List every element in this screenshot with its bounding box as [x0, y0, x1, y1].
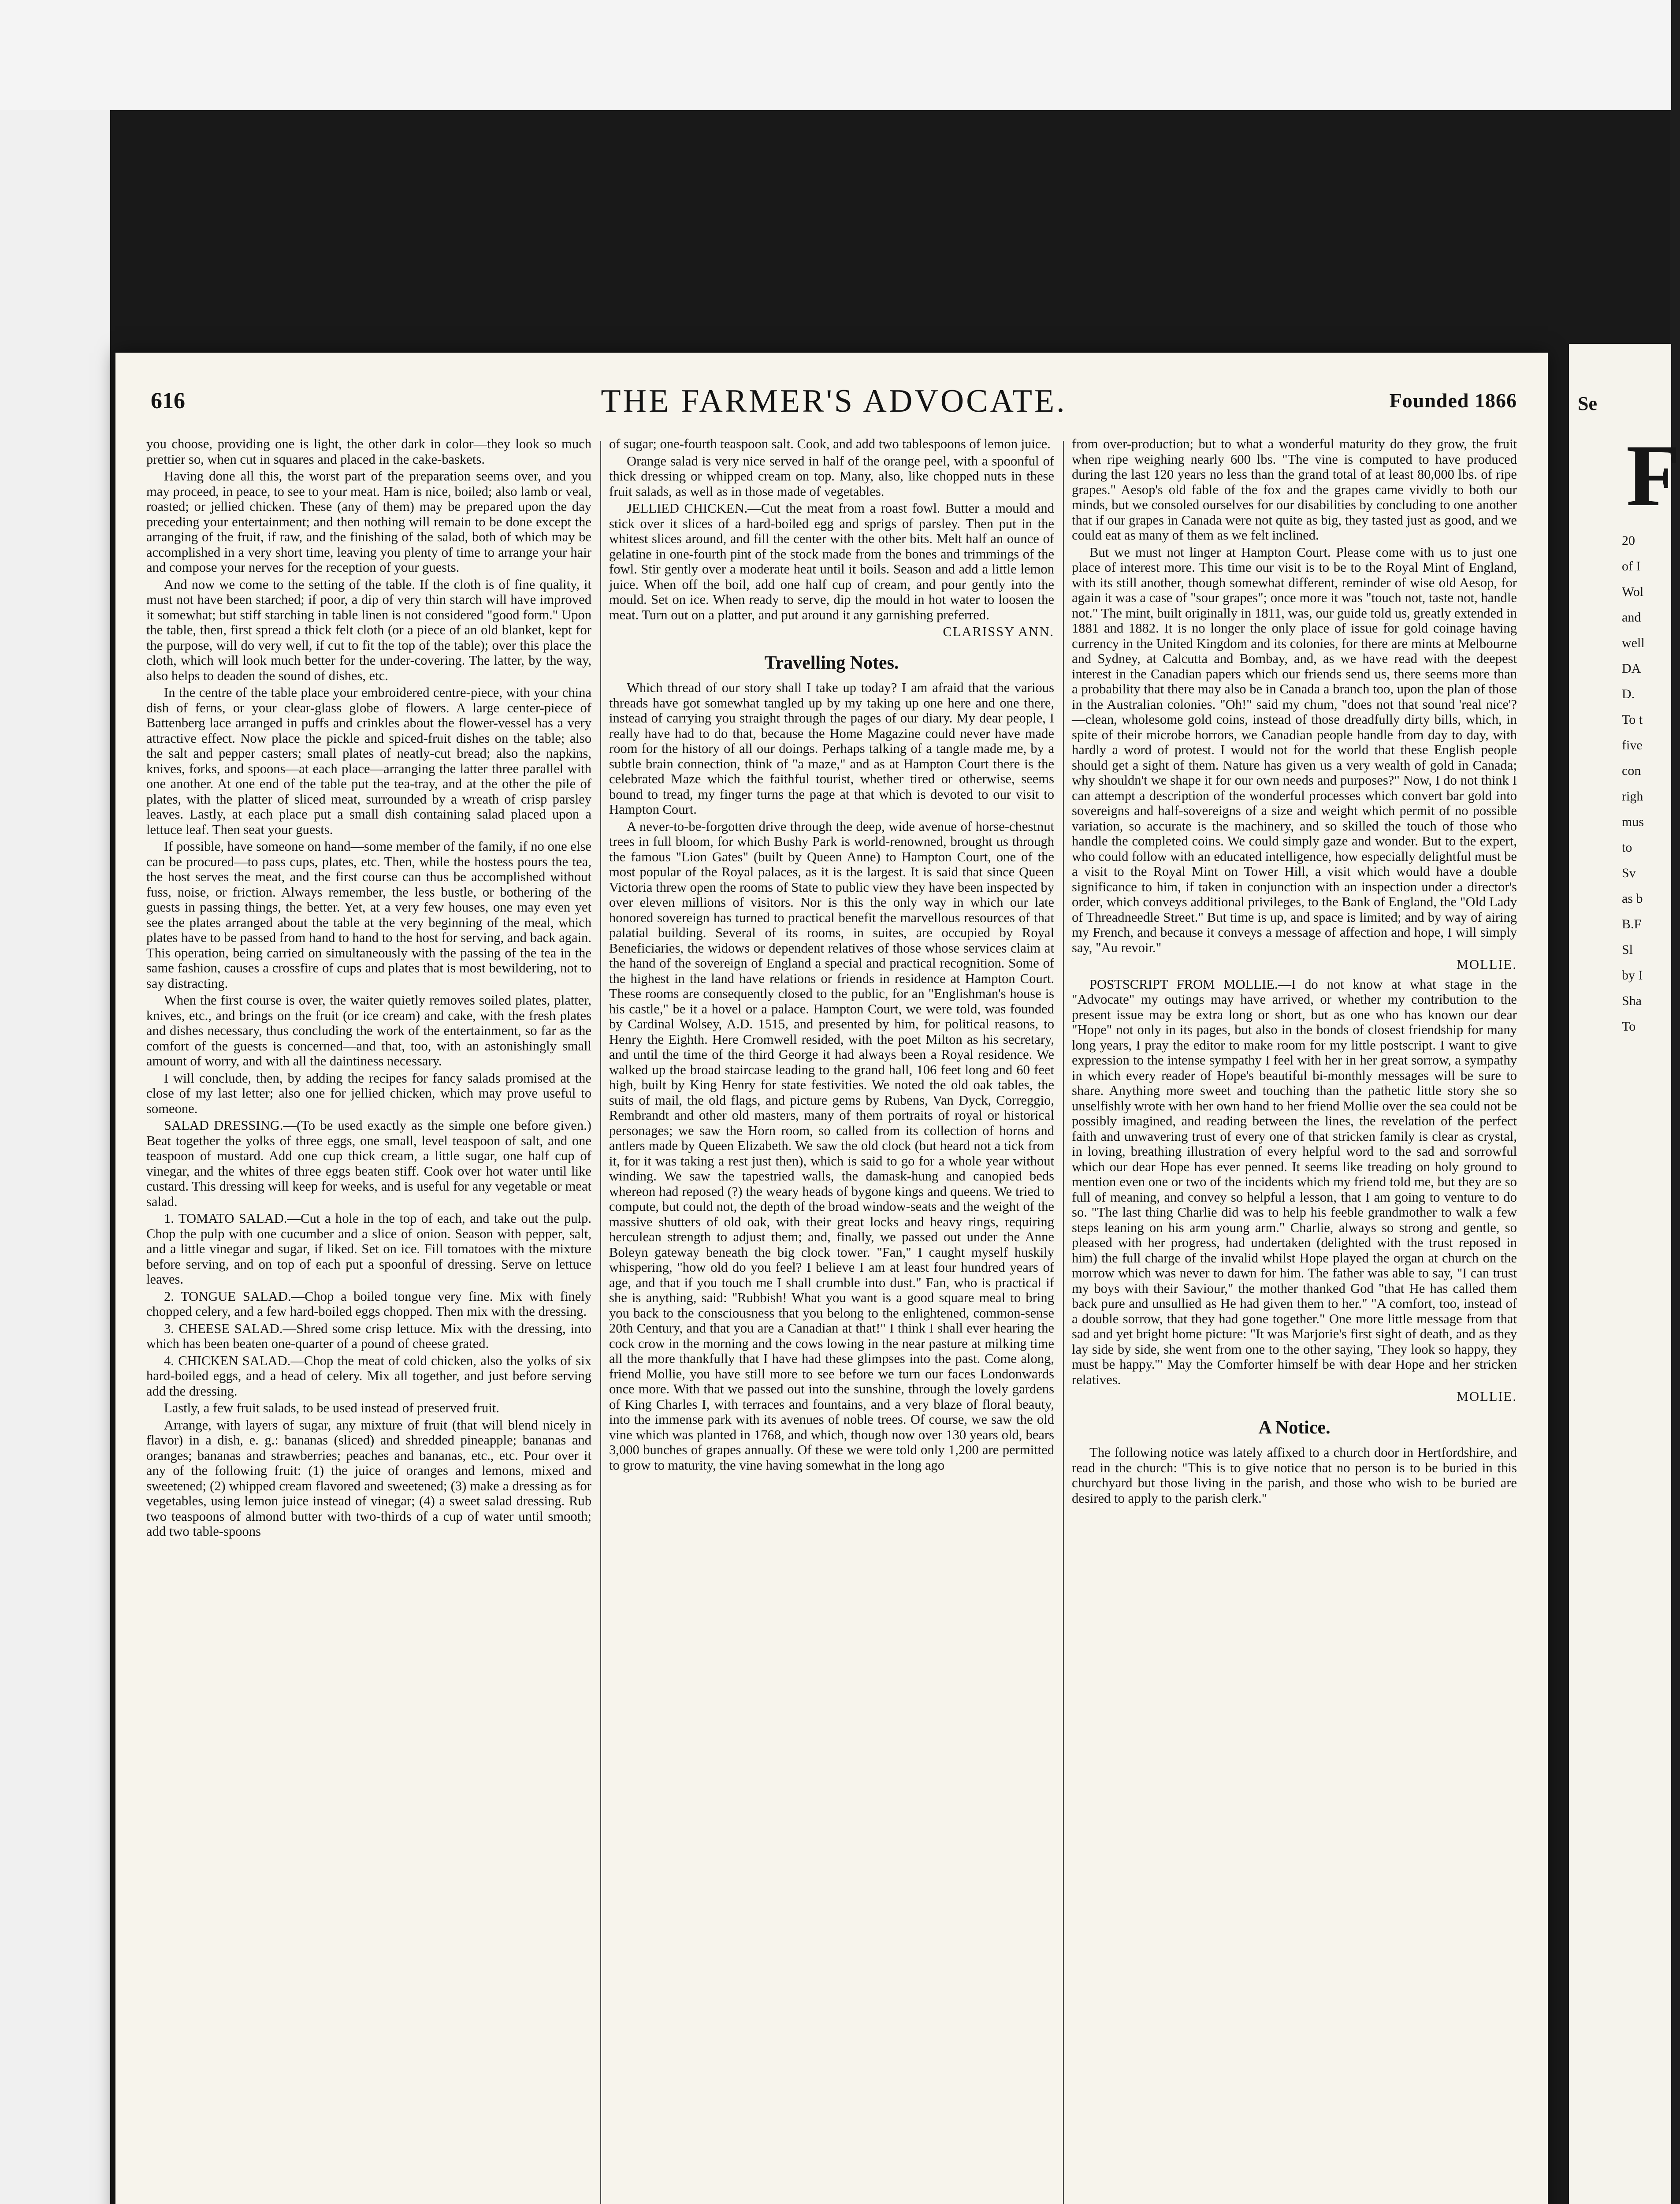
adjacent-page-snippet: Sv — [1622, 866, 1636, 880]
paragraph: you choose, providing one is light, the other dark in color—they look so much prettier so, when cut in squares and placed in the cake-baskets. — [146, 436, 591, 467]
adjacent-page-snippet: five — [1622, 738, 1643, 752]
adjacent-page-snippet: by I — [1622, 968, 1643, 983]
paragraph: In the centre of the table place your embroidered centre-piece, with your china dish of ferns, or your clear-glass globe of flowers. A large center-piece of Battenberg lace arranged in puffs and crinkles about the flower-vessel has a very attractive effect. Now place the pickle and spiced-fruit dishes on the table; also the salt and pepper casters; small plates of neatly-cut bread; also the napkins, knives, forks, and spoons—at each place—arranging the latter three parallel with one another. At one end of the table put the tea-tray, and at the other the pile of plates, with the platter of sliced meat, surrounded by a wreath of crisp parsley leaves. Lastly, at each place put a small dish containing salad placed upon a lettuce leaf. Then seat your guests. — [146, 685, 591, 837]
newspaper-page — [115, 353, 1548, 2204]
adjacent-page-snippet: 20 — [1622, 533, 1635, 548]
column-middle — [609, 436, 1054, 2204]
paragraph: SALAD DRESSING.—(To be used exactly as the simple one before given.) Beat together the yolks of three eggs, one small, level teaspoon of salt, and one teaspoon of mustard. Add one cup thick cream, a little sugar, one half cup of vinegar, and the whites of three eggs beaten stiff. Cook over hot water until like custard. This dressing will keep for weeks, and is useful for any vegetable or meat salad. — [146, 1118, 591, 1209]
paragraph: But we must not linger at Hampton Court. Please come with us to just one place of interest more. This time our visit is to be to the Royal Mint of England, with its still another, though somewhat different, reminder of wise old Aesop, for again it was a case of "sour grapes"; once more it was "touch not, taste not, handle not." The mint, built originally in 1811, was, our guide told us, greatly extended in 1881 and 1882. It is no longer the only place of issue for gold coinage having currency in the United Kingdom and its colonies, for there are mints at Melbourne and Sydney, at Calcutta and Bombay, and, as we have read with the deepest interest in the Canadian papers which our friends send us, there seems more than a probability that there may also be in Canada a branch too, upon the plan of those in the Australian colonies. "Oh!" said my chum, "does not that sound 'real nice'?—clean, wholesome gold coins, instead of those dreadfully dirty bills, which, in spite of their microbe horrors, we Canadian people handle from day to day, with hardly a word of protest. I would not for the world that these English people should get a sight of them. Nature has given us a very wealth of gold in Canada; why shouldn't we shape it for our own needs and purposes?" Now, I do not think I can attempt a description of the wonderful processes which convert bar gold into sovereigns and half-sovereigns of a size and weight which permit of no possible variation, so accurate is the machinery, and so skilled the touch of those who handle the completed coins. We could simply gaze and wonder. But to the expert, who could follow with an educated intelligence, how especially delightful must be a visit to the Royal Mint on Tower Hill, a visit which would have a double significance to him, if taken in conjunction with an inspection under a director's order, which conveys additional privileges, to the Bank of England, the "Old Lady of Threadneedle Street." But time is up, and space is limited; and by way of airing my French, and because it conveys a message of affection and hope, I will simply say, "Au revoir." — [1072, 544, 1517, 955]
adjacent-page-snippet: Wol — [1622, 585, 1644, 599]
adjacent-page-snippet: mus — [1622, 815, 1644, 829]
paragraph: If possible, have someone on hand—some member of the family, if no one else can be procured—to pass cups, plates, etc. Then, while the hostess pours the tea, the host serves the meat, and the first course can thus be accomplished without fuss, noise, or friction. Always remember, the less bustle, or bothering of the guests in passing things, the better. Yet, at a very few houses, one may even yet see the plates arranged about the table at the very beginning of the meal, which plates have to be passed from hand to hand to the host for serving, and back again. This operation, being carried on simultaneously with the passing of the tea in the same fashion, causes a crossfire of cups and plates that is most bewildering, not to say distracting. — [146, 839, 591, 991]
signature: CLARISSY ANN. — [943, 624, 1054, 639]
adjacent-page-snippet: of I — [1622, 559, 1641, 573]
signature: MOLLIE. — [1456, 957, 1517, 972]
signature: MOLLIE. — [1456, 1389, 1517, 1404]
paragraph: I will conclude, then, by adding the recipes for fancy salads promised at the close of my last letter; also one for jellied chicken, which may prove useful to someone. — [146, 1070, 591, 1116]
adjacent-page-snippet: well — [1622, 636, 1645, 650]
adjacent-page-header: Se — [1578, 393, 1597, 414]
paragraph: POSTSCRIPT FROM MOLLIE.—I do not know at what stage in the "Advocate" my outings may have arrived, or whether my contribution to the present issue may be extra long or short, but as one who has known our dear "Hope" not only in its pages, but also in the bonds of closest friendship for many long years, I pray the editor to make room for my little postscript. I want to give expression to the intense sympathy I feel with her in her great sorrow, a sympathy in which every reader of Hope's beautiful bi-monthly messages will be sure to share. Anything more sweet and touching than the pathetic little story she so unselfishly wrote with her own hand to her friend Mollie over the sea could not be possibly imagined, and reading between the lines, the revelation of the perfect faith and unwavering trust of every one of that stricken family is clear as crystal, in loving, breathing illustration of every helpful word to the sad and sorrowful which our dear Hope has ever penned. It seems like treading on holy ground to mention even one or two of the incidents which my friend told me, but they are so full of meaning, and convey so helpful a lesson, that I am going to venture to do so. "The last thing Charlie did was to help his feeble grandmother to walk a few steps leaning on his arm young arm." Charlie, always so strong and gentle, so pleased with her progress, had undertaken (delighted with the trust reposed in him) the full charge of the invalid whilst Hope played the organ at church on the morrow which was never to dawn for him. The father was able to say, "I can trust my boys with their Saviour," the mother thanked God "that He has called them back pure and unsullied as He had given them to her." "A comfort, too, instead of a double sorrow, that they had gone together." One more little message from that sad and yet bright home picture: "It was Marjorie's first sight of death, and as they lay side by side, she went from one to the other saying, 'They look so happy, they must be happy.'" May the Comforter himself be with dear Hope and her stricken relatives. — [1072, 976, 1517, 1387]
paragraph: When the first course is over, the waiter quietly removes soiled plates, platter, knives, etc., and brings on the fruit (or ice cream) and cake, with the fresh plates and dishes necessary, thus concluding the work of the entertainment, so far as the comfort of the guests is concerned—and that, too, with an astonishingly small amount of worry, and with all the daintiness necessary. — [146, 993, 591, 1068]
page-header — [151, 379, 1517, 428]
adjacent-page-snippet: B.F — [1622, 917, 1642, 931]
paragraph: Orange salad is very nice served in half of the orange peel, with a spoonful of thick dressing or whipped cream on top. Many, also, like chopped nuts in these fruit salads, as well as in those made of vegetables. — [609, 453, 1054, 499]
paragraph: A never-to-be-forgotten drive through the deep, wide avenue of horse-chestnut trees in full bloom, for which Bushy Park is world-renowned, brought us through the famous "Lion Gates" (built by Queen Anne) to Hampton Court, one of the most popular of the Royal palaces, as it is the largest. It is said that since Queen Victoria threw open the rooms of State to public view they have been inspected by over eleven millions of visitors. Nor is this the only way in which our late honored sovereign has turned to practical benefit the marvellous resources of that palatial building. Several of its rooms, in suites, are occupied by Royal Beneficiaries, the widows or dependent relatives of those whose services claim at the hand of the sovereign of England a special and practical recognition. Some of the highest in the land have relations or friends in residence at Hampton Court. These rooms are consequently closed to the public, for an "Englishman's house is his castle," be it a hovel or a palace. Hampton Court, we were told, was founded by Cardinal Wolsey, A.D. 1515, and presented by him, for political reasons, to Henry the Eighth. Here Cromwell resided, with the poet Milton as his secretary, and until the time of the third George it had always been a Royal residence. We walked up the broad staircase leading to the grand hall, 106 feet long and 60 feet high, built by King Henry for state festivities. We noted the old oak tables, the suits of mail, the old flags, and picture gems by Rubens, Van Dyck, Correggio, Rembrandt and other old masters, many of them portraits of royal or historical personages; we saw the Horn room, so called from its collection of horns and antlers made by Queen Elizabeth. We saw the old clock (but heard not a tick from it, for it was taking a rest just then), which is said to go for a whole year without winding. We saw the tapestried walls, the damask-hung and canopied beds whereon had reposed (?) the weary heads of bygone kings and queens. We tried to compute, but could not, the depth of the broad window-seats and the weight of the massive shutters of old oak, with their great locks and heavy rings, requiring herculean strength to adjust them; and, finally, we passed out under the Anne Boleyn gateway beneath the big clock tower. "Fan," I caught myself huskily whispering, "how old do you feel? I believe I am at least four hundred years of age, and that if you touch me I shall crumble into dust." Fan, who is practical if she is anything, said: "Rubbish! What you want is a good square meal to bring you back to the consciousness that you belong to the enlightened, common-sense 20th Century, and that you are a Canadian at that!" I think I shall ever hearing the cock crow in the morning and the cows lowing in the near pasture at milking time all the more thankfully that I have had these glimpses into the past. Come along, friend Mollie, you have still more to see before we turn our faces Londonwards once more. With that we passed out into the sunshine, through the lovely gardens of King Charles I, with terraces and fountains, and a very blaze of floral beauty, into the immense park with its avenues of noble trees. Of course, we saw the old vine which was planted in 1768, and which, though now over 130 years old, bears 3,000 bunches of grapes annually. Of these we were told only 1,200 are permitted to grow to maturity, the vine having somewhat in the long ago — [609, 819, 1054, 1473]
founded-note: Founded 1866 — [1389, 389, 1517, 412]
paragraph: 1. TOMATO SALAD.—Cut a hole in the top of each, and take out the pulp. Chop the pulp with one cucumber and a slice of onion. Season with pepper, salt, and a little vinegar and sugar, if liked. Set on ice. Fill tomatoes with the mixture before serving, and on top of each put a spoonful of dressing. Serve on lettuce leaves. — [146, 1211, 591, 1287]
adjacent-page-snippet: To t — [1622, 712, 1643, 727]
paragraph: Which thread of our story shall I take up today? I am afraid that the various threads have got somewhat tangled up by my taking up one here and one there, instead of carrying you straight through the pages of our diary. My dear people, I really have had to do that, because the Home Magazine could never have made room for the history of all our doings. Perhaps talking of a tangle made me, by a subtle brain connection, think of "a maze," and as at Hampton Court there is the celebrated Maze which the faithful tourist, whether tired or otherwise, seems bound to tread, my finger turns the page at that which is devoted to our visit to Hampton Court. — [609, 680, 1054, 817]
paragraph: Lastly, a few fruit salads, to be used instead of preserved fruit. — [164, 1400, 499, 1415]
column-rule — [600, 441, 601, 2204]
column-rule — [1063, 441, 1064, 2204]
adjacent-page-snippet: D. — [1622, 687, 1635, 701]
adjacent-page-snippet: to — [1622, 840, 1632, 855]
adjacent-page-snippet: and — [1622, 610, 1641, 625]
adjacent-page-snippet: DA — [1622, 661, 1641, 676]
adjacent-page-snippet: Sha — [1622, 994, 1642, 1008]
paragraph: of sugar; one-fourth teaspoon salt. Cook, and add two tablespoons of lemon juice. — [609, 436, 1051, 451]
page-number: 616 — [151, 388, 185, 413]
article-heading: A Notice. — [1258, 1417, 1331, 1438]
column-left — [146, 436, 591, 2204]
scan-margin-top — [0, 0, 1671, 110]
adjacent-page-snippet: con — [1622, 763, 1641, 778]
column-right — [1072, 436, 1517, 2204]
paragraph: 4. CHICKEN SALAD.—Chop the meat of cold chicken, also the yolks of six hard-boiled eggs, and a head of celery. Mix all together, and just before serving add the dressing. — [146, 1353, 591, 1399]
adjacent-page-snippet: To — [1622, 1019, 1636, 1034]
paragraph: from over-production; but to what a wonderful maturity do they grow, the fruit when ripe weighing nearly 600 lbs. "The vine is computed to have produced during the last 120 years no less than the grand total of at least 80,000 lbs. of ripe grapes." Aesop's old fable of the fox and the grapes came vividly to both our minds, but we consoled ourselves for our disabilities by concluding to one another that if our grapes in Canada were not quite as big, they tasted just as good, and we could eat as many of them as we felt inclined. — [1072, 436, 1517, 543]
paragraph: 2. TONGUE SALAD.—Chop a boiled tongue very fine. Mix with finely chopped celery, and a few hard-boiled eggs chopped. Then mix with the dressing. — [146, 1288, 591, 1319]
paragraph: 3. CHEESE SALAD.—Shred some crisp lettuce. Mix with the dressing, into which has been beaten one-quarter of a pound of cheese grated. — [146, 1321, 591, 1351]
publication-title: THE FARMER'S ADVOCATE. — [601, 383, 1067, 419]
paragraph: Having done all this, the worst part of the preparation seems over, and you may proceed, in peace, to see to your meat. Ham is nice, boiled; also lamb or veal, roasted; or jellied chicken. These (any of them) may be prepared upon the day preceding your entertainment; and then nothing will remain to be done except the arranging of the fruit, if raw, and the finishing of the salad, both of which may be accomplished in a very short time, leaving you plenty of time to arrange your hair and compose your nerves for the reception of your guests. — [146, 469, 591, 575]
adjacent-page-snippet: righ — [1622, 789, 1643, 804]
paragraph: The following notice was lately affixed to a church door in Hertfordshire, and read in the church: "This is to give notice that no person is to be buried in this churchyard but those living in the parish, and those who wish to be buried are desired to apply to the parish clerk." — [1072, 1445, 1517, 1506]
paragraph: And now we come to the setting of the table. If the cloth is of fine quality, it must not have been starched; if poor, a dip of very thin starch will have improved it somewhat; but stiff starching in table linen is not considered "good form." Upon the table, then, first spread a thick felt cloth (or a piece of an old blanket, kept for the purpose, will do very well, if cut to fit the top of the table); over this place the cloth, which will look much better for the under-covering. The latter, by the way, also helps to deaden the sound of dishes, etc. — [146, 577, 591, 683]
adjacent-page-snippet: Sl — [1622, 942, 1633, 957]
adjacent-page-fragment — [1569, 344, 1680, 2204]
paragraph: JELLIED CHICKEN.—Cut the meat from a roast fowl. Butter a mould and stick over it slices of a hard-boiled egg and sprigs of parsley. Then put in the whitest slices around, and fill the center with the other bits. Melt half an ounce of gelatine in one-fourth pint of the stock made from the bones and trimmings of the fowl. Stir gently over a moderate heat until it boils. Season and add a little lemon juice. When off the boil, add one half cup of cream, and pour gently into the mould. Set on ice. When ready to serve, dip the mould in hot water to loosen the meat. Turn out on a platter, and put around it any garnishing preferred. — [609, 501, 1054, 622]
paragraph: Arrange, with layers of sugar, any mixture of fruit (that will blend nicely in flavor) in a dish, e. g.: bananas (sliced) and shredded pineapple; bananas and oranges; bananas and strawberries; peaches and bananas, etc., etc. Pour over it any of the following fruit: (1) the juice of oranges and lemons, mixed and sweetened; (2) whipped cream flavored and sweetened; (3) make a dressing as for vegetables, using lemon juice instead of vinegar; (4) a sweet salad dressing. Rub two teaspoons of almond butter with two-thirds of a cup of water until smooth; add two table-spoons — [146, 1417, 591, 1539]
film-edge-left — [0, 110, 110, 2204]
adjacent-page-headline: F — [1626, 427, 1680, 525]
adjacent-page-snippet: as b — [1622, 891, 1643, 906]
article-heading: Travelling Notes. — [764, 652, 899, 673]
